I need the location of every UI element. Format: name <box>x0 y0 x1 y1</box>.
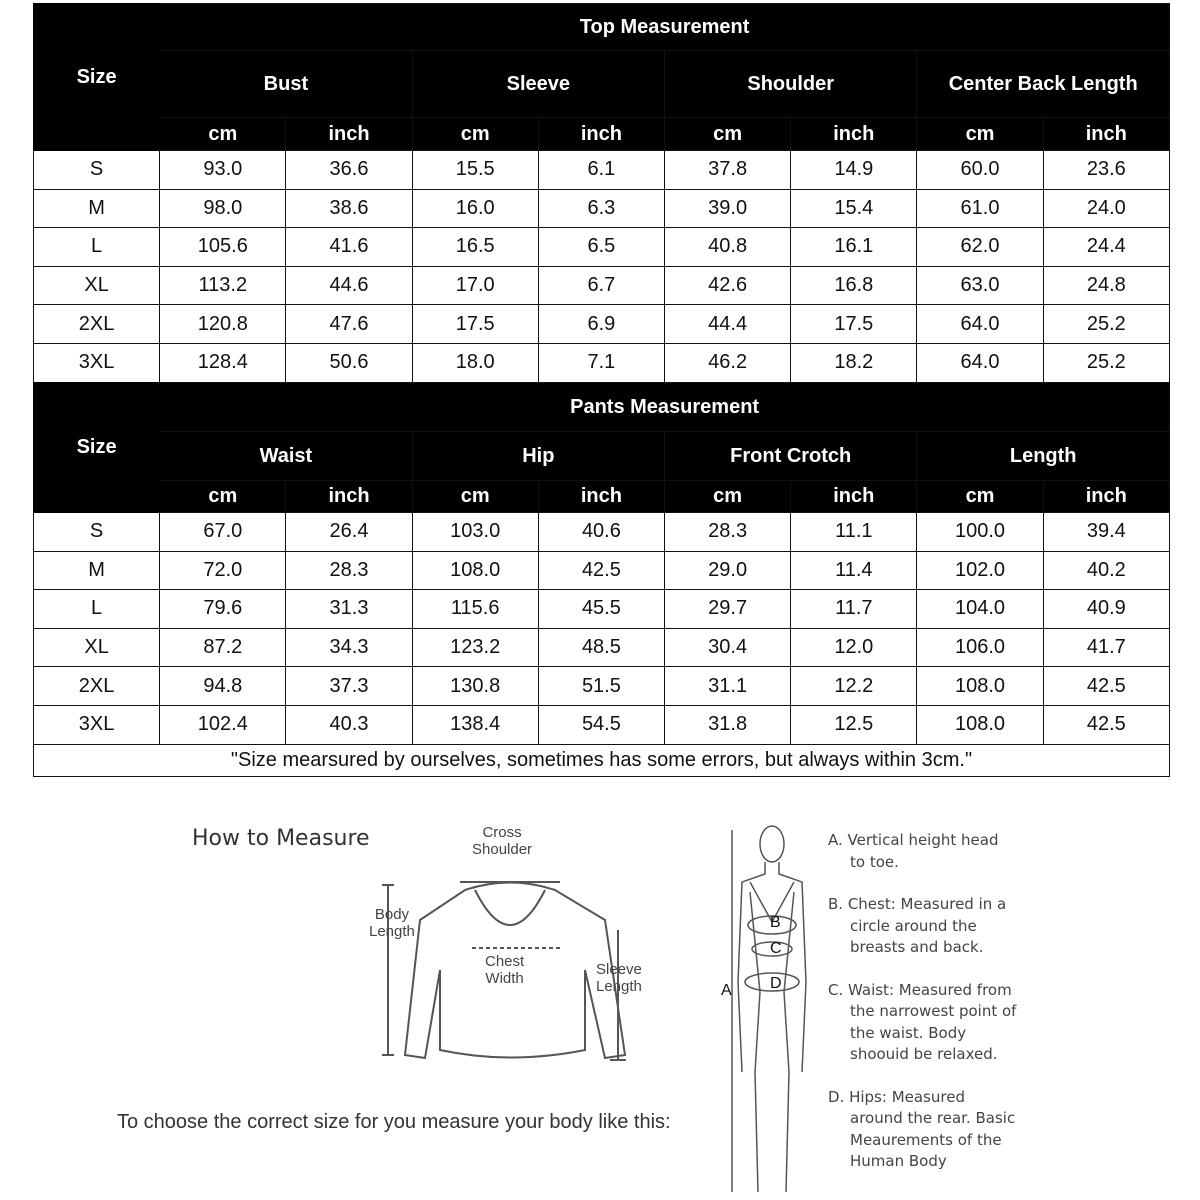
body-length-label: Body Length <box>369 906 415 940</box>
unit-header-cm: cm <box>917 118 1043 151</box>
group-header: Waist <box>160 432 412 481</box>
value-cell: 47.6 <box>286 305 412 344</box>
value-cell: 51.5 <box>538 667 664 706</box>
table-row <box>34 667 1170 706</box>
value-cell: 25.2 <box>1043 343 1169 382</box>
value-cell: 42.5 <box>1043 667 1169 706</box>
size-cell: M <box>34 189 160 228</box>
value-cell: 15.5 <box>412 151 538 190</box>
value-cell: 39.0 <box>665 189 791 228</box>
value-cell: 42.5 <box>1043 705 1169 744</box>
unit-header-inch: inch <box>286 118 412 151</box>
group-header: Center Back Length <box>917 51 1170 118</box>
group-header: Length <box>917 432 1170 481</box>
value-cell: 79.6 <box>160 590 286 629</box>
letter-d: D <box>770 975 782 992</box>
value-cell: 108.0 <box>917 705 1043 744</box>
cross-shoulder-label: Cross Shoulder <box>472 824 533 858</box>
value-cell: 17.5 <box>791 305 917 344</box>
unit-header-cm: cm <box>412 118 538 151</box>
value-cell: 17.5 <box>412 305 538 344</box>
unit-header-cm: cm <box>665 118 791 151</box>
value-cell: 63.0 <box>917 266 1043 305</box>
value-cell: 54.5 <box>538 705 664 744</box>
size-cell: 2XL <box>34 305 160 344</box>
unit-header-cm: cm <box>160 118 286 151</box>
value-cell: 42.6 <box>665 266 791 305</box>
table-row <box>34 189 1170 228</box>
value-cell: 25.2 <box>1043 305 1169 344</box>
value-cell: 16.0 <box>412 189 538 228</box>
value-cell: 31.3 <box>286 590 412 629</box>
value-cell: 94.8 <box>160 667 286 706</box>
value-cell: 98.0 <box>160 189 286 228</box>
value-cell: 40.2 <box>1043 551 1169 590</box>
table-row <box>34 305 1170 344</box>
value-cell: 29.0 <box>665 551 791 590</box>
value-cell: 11.1 <box>791 513 917 552</box>
size-cell: S <box>34 513 160 552</box>
value-cell: 41.7 <box>1043 628 1169 667</box>
measurement-descriptions <box>828 830 1018 1194</box>
table-title: Top Measurement <box>160 4 1170 51</box>
group-header: Bust <box>160 51 412 118</box>
value-cell: 14.9 <box>791 151 917 190</box>
table-row <box>34 513 1170 552</box>
unit-header-inch: inch <box>538 481 664 513</box>
table-row <box>34 551 1170 590</box>
value-cell: 39.4 <box>1043 513 1169 552</box>
value-cell: 41.6 <box>286 228 412 267</box>
value-cell: 18.2 <box>791 343 917 382</box>
value-cell: 28.3 <box>665 513 791 552</box>
pants-measurement-table <box>33 382 1170 777</box>
value-cell: 18.0 <box>412 343 538 382</box>
value-cell: 16.8 <box>791 266 917 305</box>
value-cell: 6.1 <box>538 151 664 190</box>
value-cell: 34.3 <box>286 628 412 667</box>
value-cell: 29.7 <box>665 590 791 629</box>
unit-header-inch: inch <box>286 481 412 513</box>
value-cell: 24.8 <box>1043 266 1169 305</box>
value-cell: 50.6 <box>286 343 412 382</box>
value-cell: 104.0 <box>917 590 1043 629</box>
value-cell: 16.5 <box>412 228 538 267</box>
value-cell: 108.0 <box>917 667 1043 706</box>
value-cell: 30.4 <box>665 628 791 667</box>
unit-header-cm: cm <box>665 481 791 513</box>
value-cell: 6.5 <box>538 228 664 267</box>
value-cell: 102.0 <box>917 551 1043 590</box>
value-cell: 15.4 <box>791 189 917 228</box>
value-cell: 100.0 <box>917 513 1043 552</box>
value-cell: 31.1 <box>665 667 791 706</box>
letter-c: C <box>770 940 782 957</box>
sleeve-length-label: Sleeve Length <box>596 961 642 995</box>
value-cell: 12.2 <box>791 667 917 706</box>
size-header: Size <box>34 4 160 151</box>
value-cell: 138.4 <box>412 705 538 744</box>
value-cell: 12.5 <box>791 705 917 744</box>
value-cell: 23.6 <box>1043 151 1169 190</box>
value-cell: 93.0 <box>160 151 286 190</box>
value-cell: 61.0 <box>917 189 1043 228</box>
group-header: Sleeve <box>412 51 664 118</box>
value-cell: 6.7 <box>538 266 664 305</box>
unit-header-inch: inch <box>791 118 917 151</box>
value-cell: 36.6 <box>286 151 412 190</box>
description-c: C. Waist: Measured from the narrowest point of the waist. Body shoouid be relaxed. <box>828 980 1017 1063</box>
value-cell: 44.6 <box>286 266 412 305</box>
size-cell: XL <box>34 628 160 667</box>
group-header: Front Crotch <box>665 432 917 481</box>
letter-a: A <box>721 982 732 999</box>
unit-header-cm: cm <box>160 481 286 513</box>
value-cell: 87.2 <box>160 628 286 667</box>
letter-b: B <box>770 914 781 931</box>
value-cell: 17.0 <box>412 266 538 305</box>
value-cell: 40.6 <box>538 513 664 552</box>
table-row <box>34 705 1170 744</box>
value-cell: 7.1 <box>538 343 664 382</box>
unit-header-cm: cm <box>412 481 538 513</box>
size-cell: L <box>34 228 160 267</box>
unit-header-inch: inch <box>1043 118 1169 151</box>
unit-header-cm: cm <box>917 481 1043 513</box>
table-row <box>34 228 1170 267</box>
value-cell: 103.0 <box>412 513 538 552</box>
value-cell: 113.2 <box>160 266 286 305</box>
value-cell: 40.9 <box>1043 590 1169 629</box>
top-measurement-table <box>33 3 1170 383</box>
value-cell: 64.0 <box>917 305 1043 344</box>
size-cell: S <box>34 151 160 190</box>
body-figure-icon <box>720 822 820 1200</box>
size-note: "Size mearsured by ourselves, sometimes has some errors, but always within 3cm." <box>34 744 1170 776</box>
value-cell: 60.0 <box>917 151 1043 190</box>
instruction-text: To choose the correct size for you measure your body like this: <box>117 1111 671 1133</box>
group-header: Hip <box>412 432 664 481</box>
unit-header-inch: inch <box>1043 481 1169 513</box>
value-cell: 123.2 <box>412 628 538 667</box>
value-cell: 44.4 <box>665 305 791 344</box>
unit-header-inch: inch <box>538 118 664 151</box>
description-a: A. Vertical height head to toe. <box>828 831 999 871</box>
value-cell: 62.0 <box>917 228 1043 267</box>
value-cell: 105.6 <box>160 228 286 267</box>
value-cell: 128.4 <box>160 343 286 382</box>
value-cell: 46.2 <box>665 343 791 382</box>
chest-width-label: Chest Width <box>485 953 525 987</box>
size-cell: XL <box>34 266 160 305</box>
value-cell: 40.8 <box>665 228 791 267</box>
value-cell: 48.5 <box>538 628 664 667</box>
size-cell: 3XL <box>34 343 160 382</box>
value-cell: 26.4 <box>286 513 412 552</box>
table-row <box>34 628 1170 667</box>
description-b: B. Chest: Measured in a circle around the breasts and back. <box>828 895 1007 956</box>
table-row <box>34 151 1170 190</box>
value-cell: 38.6 <box>286 189 412 228</box>
value-cell: 24.0 <box>1043 189 1169 228</box>
value-cell: 67.0 <box>160 513 286 552</box>
value-cell: 28.3 <box>286 551 412 590</box>
value-cell: 37.3 <box>286 667 412 706</box>
size-header: Size <box>34 383 160 513</box>
table-title: Pants Measurement <box>160 383 1170 432</box>
value-cell: 6.3 <box>538 189 664 228</box>
value-cell: 130.8 <box>412 667 538 706</box>
value-cell: 45.5 <box>538 590 664 629</box>
value-cell: 6.9 <box>538 305 664 344</box>
value-cell: 102.4 <box>160 705 286 744</box>
value-cell: 24.4 <box>1043 228 1169 267</box>
value-cell: 108.0 <box>412 551 538 590</box>
value-cell: 72.0 <box>160 551 286 590</box>
value-cell: 106.0 <box>917 628 1043 667</box>
table-row <box>34 343 1170 382</box>
value-cell: 11.7 <box>791 590 917 629</box>
table-row <box>34 266 1170 305</box>
value-cell: 11.4 <box>791 551 917 590</box>
size-cell: 2XL <box>34 667 160 706</box>
table-row <box>34 590 1170 629</box>
value-cell: 37.8 <box>665 151 791 190</box>
description-d: D. Hips: Measured around the rear. Basic Meaurements of the Human Body <box>828 1087 1016 1170</box>
value-cell: 12.0 <box>791 628 917 667</box>
value-cell: 64.0 <box>917 343 1043 382</box>
size-cell: L <box>34 590 160 629</box>
value-cell: 120.8 <box>160 305 286 344</box>
size-cell: M <box>34 551 160 590</box>
value-cell: 16.1 <box>791 228 917 267</box>
value-cell: 115.6 <box>412 590 538 629</box>
how-to-measure-title: How to Measure <box>192 826 370 851</box>
value-cell: 31.8 <box>665 705 791 744</box>
size-cell: 3XL <box>34 705 160 744</box>
unit-header-inch: inch <box>791 481 917 513</box>
group-header: Shoulder <box>665 51 917 118</box>
value-cell: 40.3 <box>286 705 412 744</box>
value-cell: 42.5 <box>538 551 664 590</box>
